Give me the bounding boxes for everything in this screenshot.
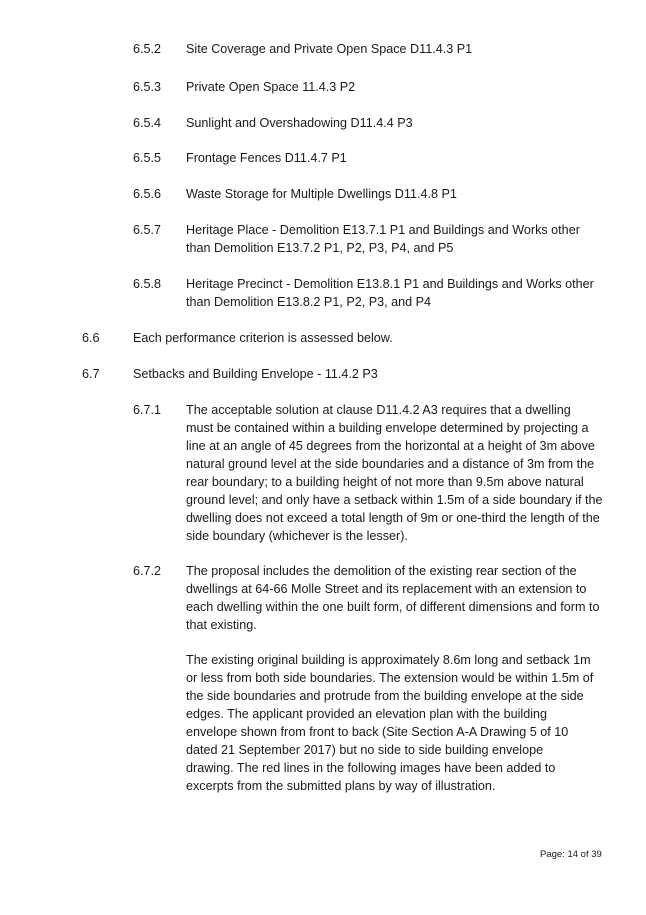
- item-number: 6.7.1: [133, 403, 162, 417]
- paragraph-text: [186, 651, 593, 795]
- text-line: Waste Storage for Multiple Dwellings D11.4.8 P1: [186, 187, 457, 201]
- section-text: [133, 329, 393, 347]
- item-text: [186, 149, 347, 167]
- text-line: Private Open Space 11.4.3 P2: [186, 80, 356, 94]
- text-line: The existing original building is approximately 8.6m long and setback 1m: [186, 653, 591, 667]
- item-number: 6.5.3: [133, 80, 162, 94]
- text-line: edges. The applicant provided an elevation plan with the building: [186, 707, 548, 721]
- text-line: rear boundary; to a building height of not more than 9.5m above natural: [186, 475, 584, 489]
- text-line: natural ground level at the side boundaries and a distance of 3m from the: [186, 457, 595, 471]
- item-number: 6.7.2: [133, 564, 162, 578]
- item-number: 6.5.7: [133, 223, 162, 237]
- text-line: line at an angle of 45 degrees from the horizontal at a height of 3m above: [186, 439, 595, 453]
- item-text: [186, 78, 355, 96]
- item-number: 6.5.4: [133, 116, 162, 130]
- section-number: 6.6: [82, 331, 100, 345]
- item-number: 6.5.6: [133, 187, 162, 201]
- item-number: 6.5.8: [133, 277, 162, 291]
- text-line: than Demolition E13.8.2 P1, P2, P3, and P4: [186, 295, 432, 309]
- text-line: that existing.: [186, 618, 257, 632]
- text-line: ground level; and only have a setback within 1.5m of a side boundary if the: [186, 493, 603, 507]
- text-line: the side boundaries and protrude from the building envelope at the side: [186, 689, 584, 703]
- text-line: dwellings at 64-66 Molle Street and its replacement with an extension to: [186, 582, 587, 596]
- text-line: Heritage Place - Demolition E13.7.1 P1 and Buildings and Works other: [186, 223, 580, 237]
- item-text: [186, 40, 472, 58]
- text-line: The proposal includes the demolition of the existing rear section of the: [186, 564, 577, 578]
- item-text: [186, 401, 603, 545]
- text-line: each dwelling within the one built form, of different dimensions and form to: [186, 600, 600, 614]
- text-line: or less from both side boundaries. The extension would be within 1.5m of: [186, 671, 594, 685]
- section-heading: [133, 365, 378, 383]
- text-line: must be contained within a building envelope determined by projecting a: [186, 421, 589, 435]
- text-line: drawing. The red lines in the following images have been added to: [186, 761, 556, 775]
- text-line: Site Coverage and Private Open Space D11.4.3 P1: [186, 42, 473, 56]
- text-line: dwelling does not exceed a total length of 9m or one-third the length of the: [186, 511, 600, 525]
- item-text: [186, 562, 600, 634]
- text-line: Setbacks and Building Envelope - 11.4.2 P3: [133, 367, 378, 381]
- text-line: side boundary (whichever is the lesser).: [186, 529, 408, 543]
- text-line: than Demolition E13.7.2 P1, P2, P3, P4, and P5: [186, 241, 454, 255]
- text-line: envelope shown from front to back (Site Section A-A Drawing 5 of 10: [186, 725, 569, 739]
- item-text: [186, 221, 580, 257]
- item-text: [186, 114, 413, 132]
- item-number: 6.5.5: [133, 151, 162, 165]
- item-text: [186, 275, 594, 311]
- text-line: Heritage Precinct - Demolition E13.8.1 P1 and Buildings and Works other: [186, 277, 594, 291]
- text-line: dated 21 September 2017) but no side to side building envelope: [186, 743, 544, 757]
- text-line: Each performance criterion is assessed below.: [133, 331, 393, 345]
- page-number: Page: 14 of 39: [540, 849, 602, 860]
- item-number: 6.5.2: [133, 42, 162, 56]
- text-line: Sunlight and Overshadowing D11.4.4 P3: [186, 116, 413, 130]
- text-line: Frontage Fences D11.4.7 P1: [186, 151, 347, 165]
- text-line: excerpts from the submitted plans by way of illustration.: [186, 779, 496, 793]
- text-line: The acceptable solution at clause D11.4.2 A3 requires that a dwelling: [186, 403, 571, 417]
- item-text: [186, 185, 457, 203]
- section-number: 6.7: [82, 367, 100, 381]
